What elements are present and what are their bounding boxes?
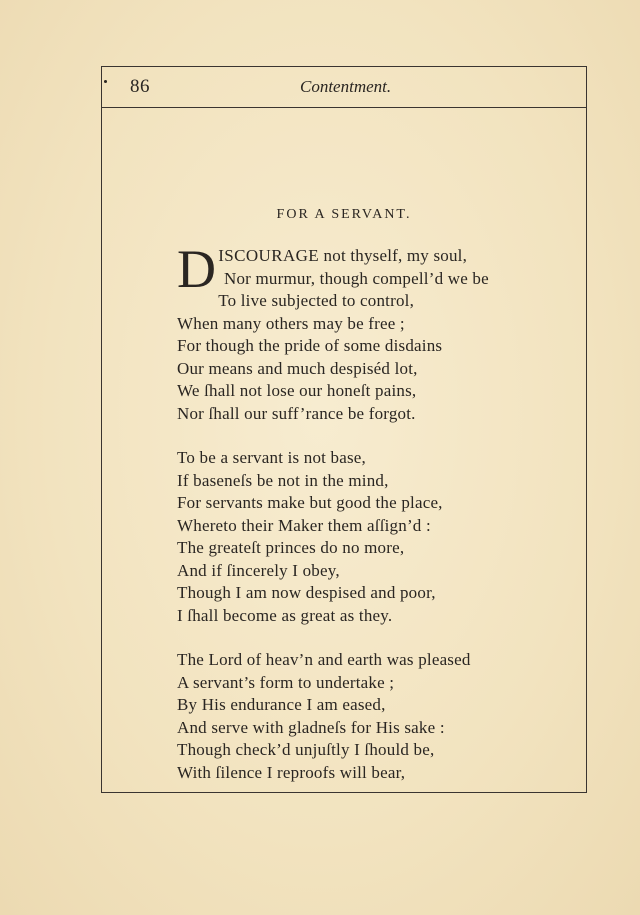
poem-line: For though the pride of some disdains xyxy=(177,336,443,355)
stanza xyxy=(177,649,489,784)
stanza-break xyxy=(177,627,489,649)
poem-line: Though check’d unjuſtly I ſhould be, xyxy=(177,740,435,759)
page-header xyxy=(102,67,586,108)
stanza xyxy=(177,447,489,627)
poem-line: Though I am now despised and poor, xyxy=(177,583,436,602)
poem-line: The Lord of heav’n and earth was pleased xyxy=(177,650,471,669)
poem-line: To be a servant is not base, xyxy=(177,448,366,467)
drop-cap: D xyxy=(177,239,217,299)
poem-line: A servant’s form to undertake ; xyxy=(177,672,395,692)
poem-line: And if ſincerely I obey, xyxy=(177,560,340,580)
poem-line: To live subjected to control, xyxy=(218,291,415,310)
page-frame xyxy=(101,66,587,793)
poem-line: For servants make but good the place, xyxy=(177,493,443,512)
poem-line: Our means and much despiséd lot, xyxy=(177,358,418,378)
first-line-caps: ISCOURAGE xyxy=(218,246,320,265)
poem-body xyxy=(177,239,489,784)
poem-line: And serve with gladneſs for His sake : xyxy=(177,717,445,737)
poem-line: Nor ſhall our suff’rance be forgot. xyxy=(177,403,416,423)
poem-line: The greateſt princes do no more, xyxy=(177,538,405,557)
poem-title: FOR A SERVANT. xyxy=(276,207,412,222)
poem-line: When many others may be free ; xyxy=(177,313,405,333)
poem-line: We ſhall not lose our honeſt pains, xyxy=(177,381,417,400)
poem-line: Whereto their Maker them aſſign’d : xyxy=(177,515,431,535)
poem-line: By His endurance I am eased, xyxy=(177,695,386,714)
stanza xyxy=(177,239,489,425)
page-number: 86 xyxy=(130,76,150,97)
poem-line: With ſilence I reproofs will bear, xyxy=(177,762,406,782)
poem-line: If baseneſs be not in the mind, xyxy=(177,470,389,490)
stanza-break xyxy=(177,425,489,447)
poem-line: Nor murmur, though compell’d we be xyxy=(224,268,489,288)
running-title: Contentment. xyxy=(300,77,392,96)
first-line-rest: not thyself, my soul, xyxy=(319,246,468,265)
poem-line: I ſhall become as great as they. xyxy=(177,605,393,625)
